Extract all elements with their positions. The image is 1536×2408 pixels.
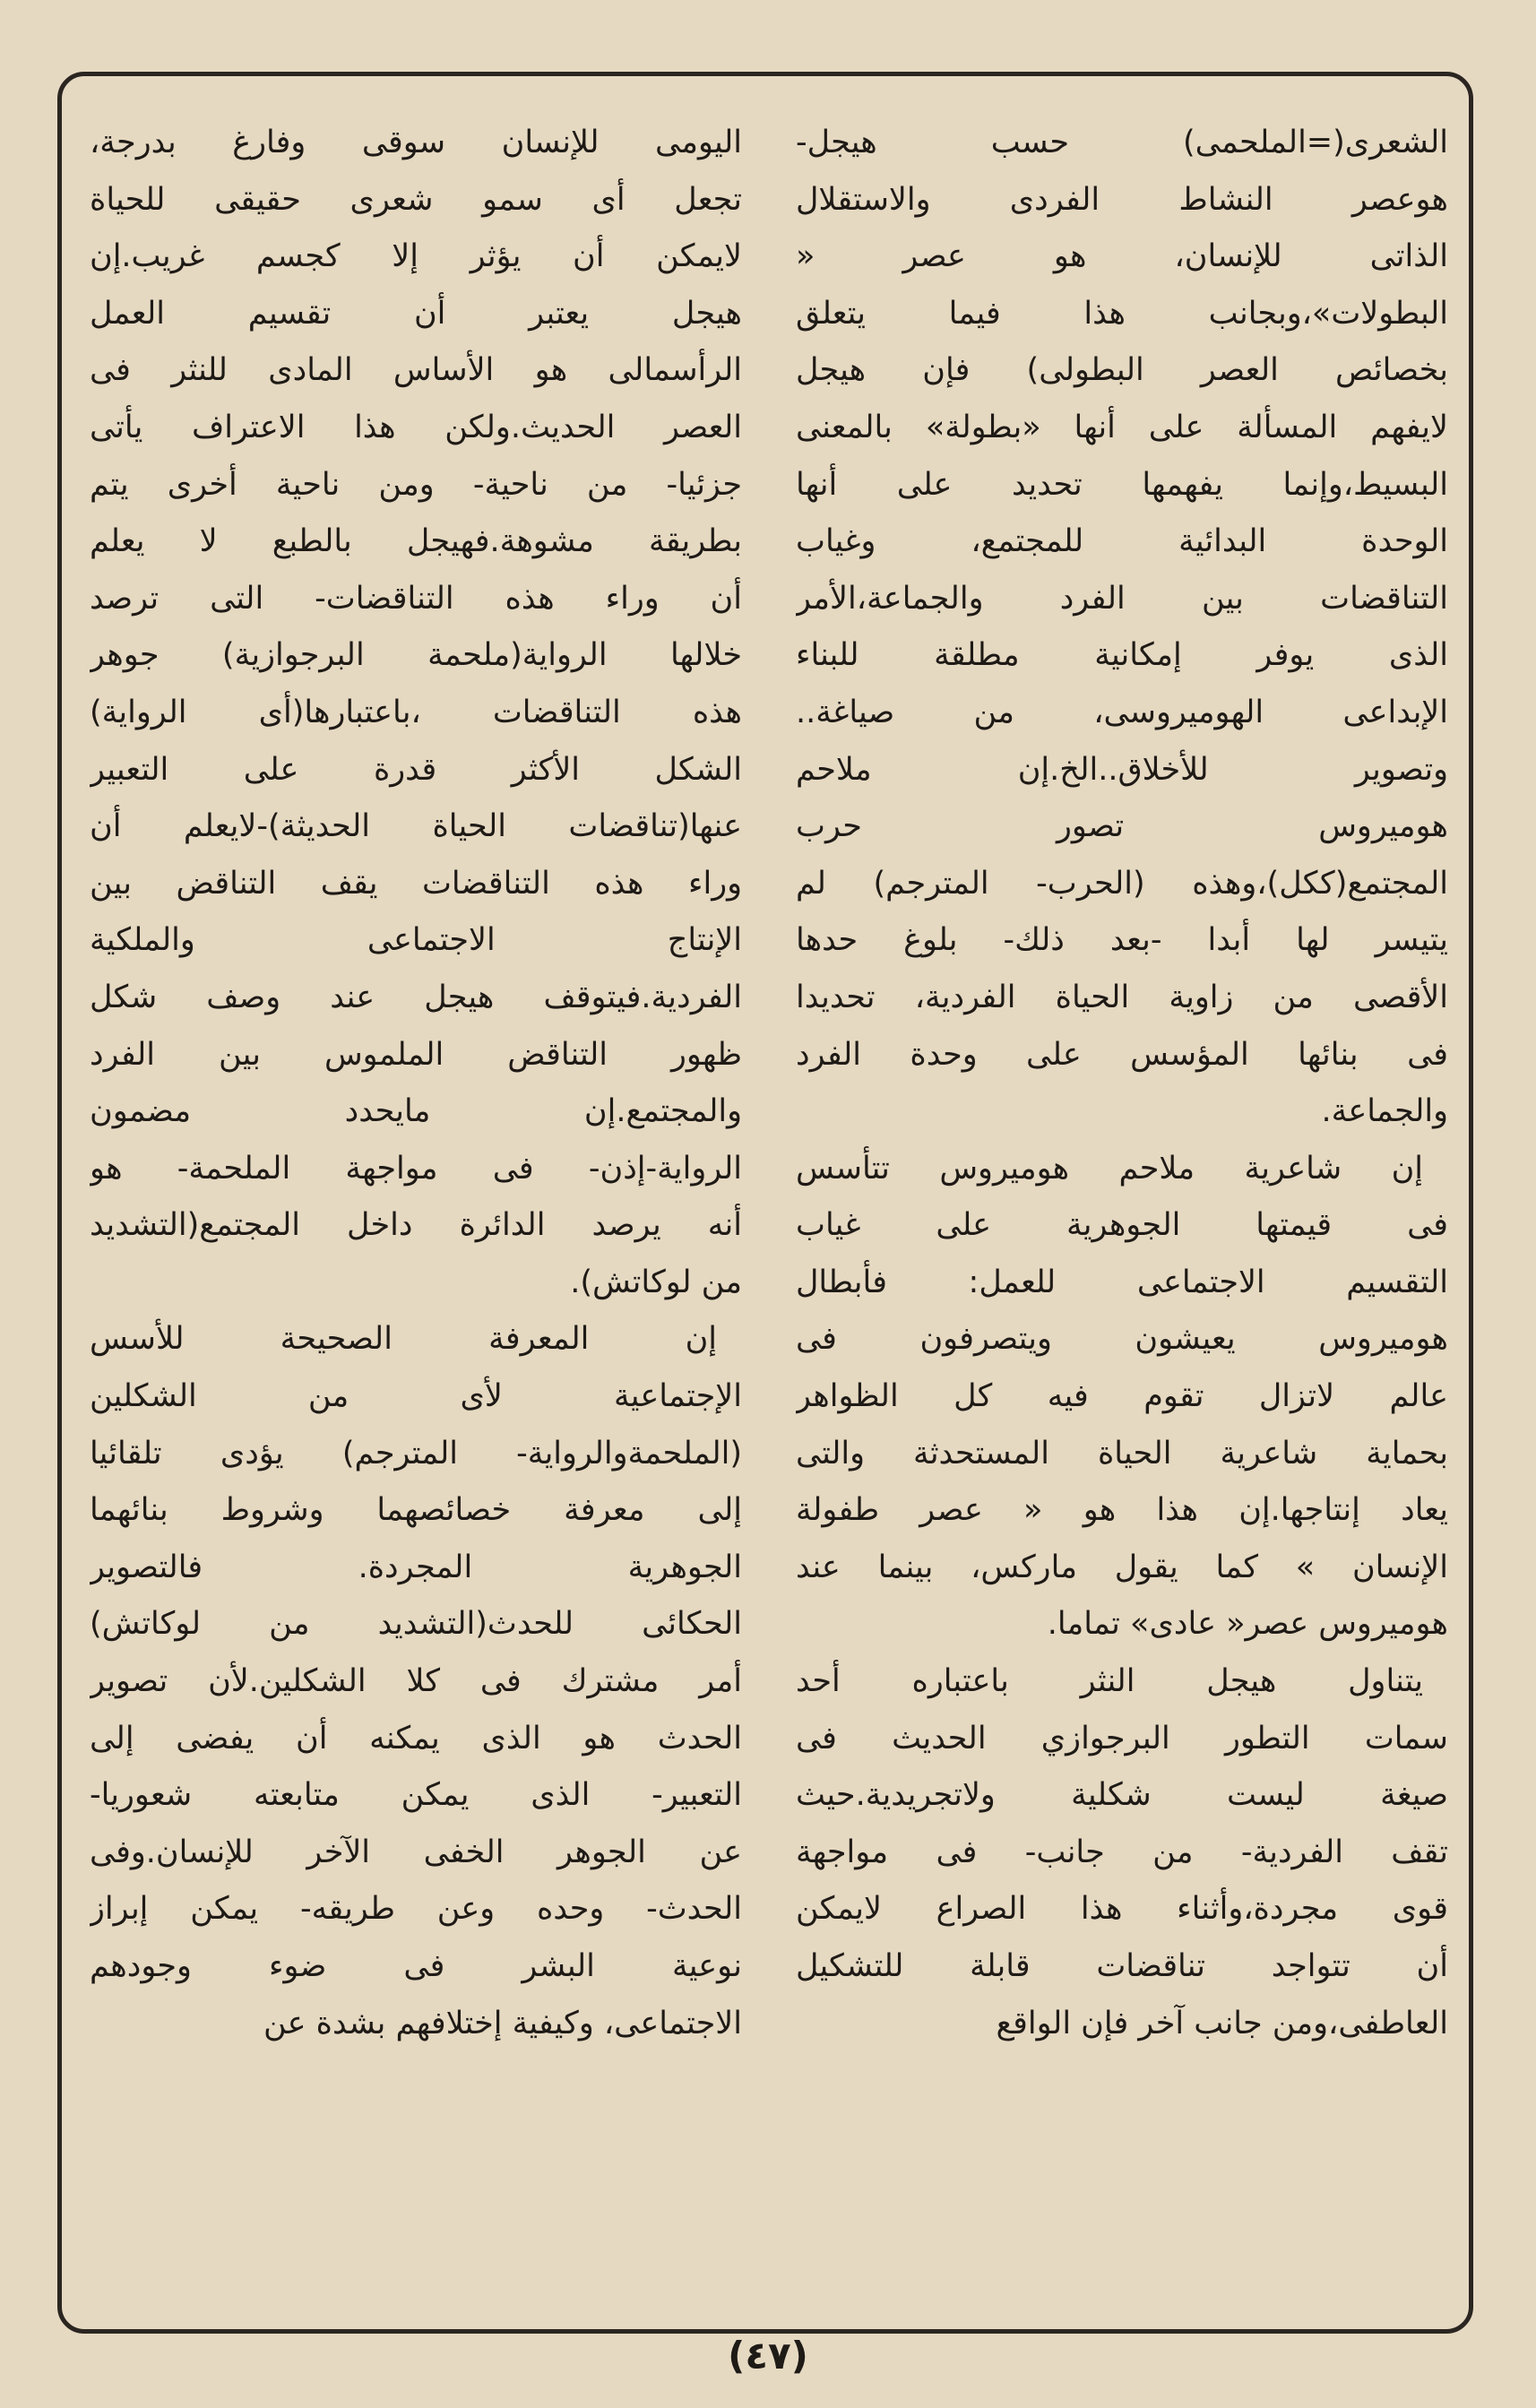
text-line: الإبداعى الهوميروسى، من صياغة..: [796, 694, 1448, 730]
text-line: الإجتماعية لأى من الشكلين: [90, 1378, 742, 1415]
text-line: أن وراء هذه التناقضات- التى ترصد: [90, 580, 742, 617]
text-line: الجوهرية المجردة. فالتصوير: [90, 1549, 742, 1585]
text-line: الرأسمالى هو الأساس المادى للنثر فى: [90, 352, 742, 389]
text-line: التعبير- الذى يمكن متابعته شعوريا-: [90, 1777, 742, 1814]
text-line: قوى مجردة،وأثناء هذا الصراع لايمكن: [796, 1891, 1448, 1928]
text-line: عن الجوهر الخفى الآخر للإنسان.وفى: [90, 1834, 742, 1870]
text-line: يتناول هيجل النثر باعتباره أحد: [796, 1663, 1423, 1700]
text-line: نوعية البشر فى ضوء وجودهم: [90, 1948, 742, 1984]
text-line: يعاد إنتاجها.إن هذا هو « عصر طفولة: [796, 1492, 1448, 1529]
text-line: سمات التطور البرجوازي الحديث فى: [796, 1720, 1448, 1756]
text-line: التناقضات بين الفرد والجماعة،الأمر: [796, 580, 1448, 617]
text-line: هذه التناقضات ،باعتبارها(أى الرواية): [90, 694, 742, 730]
text-line: (الملحمةوالرواية- المترجم) يؤدى تلقائيا: [90, 1435, 742, 1472]
text-line: بخصائص العصر البطولى) فإن هيجل: [796, 352, 1448, 389]
page-number: (٤٧): [728, 2334, 808, 2378]
text-line: الإنتاج الاجتماعى والملكية: [90, 922, 742, 959]
text-line: البسيط،وإنما يفهمها تحديد على أنها: [796, 466, 1448, 503]
text-line: أمر مشترك فى كلا الشكلين.لأن تصوير: [90, 1663, 742, 1700]
text-line: هوعصر النشاط الفردى والاستقلال: [796, 181, 1448, 218]
text-line: وتصوير للأخلاق..الخ.إن ملاحم: [796, 751, 1448, 788]
text-line: من لوكاتش).: [570, 1264, 742, 1300]
text-line: المجتمع(ككل)،وهذه (الحرب- المترجم) لم: [796, 865, 1448, 902]
text-column-right: [796, 115, 1448, 2052]
text-line: أنه يرصد الدائرة داخل المجتمع(التشديد: [90, 1207, 742, 1244]
text-line: هوميروس عصر« عادى» تماما.: [1047, 1606, 1448, 1643]
text-line: الأقصى من زاوية الحياة الفردية، تحديدا: [796, 979, 1448, 1015]
text-line: يتيسر لها أبدا -بعد ذلك- بلوغ حدها: [796, 922, 1448, 959]
text-line: إن المعرفة الصحيحة للأسس: [90, 1321, 717, 1358]
text-line: الذى يوفر إمكانية مطلقة للبناء: [796, 637, 1448, 674]
text-line: هوميروس يعيشون ويتصرفون فى: [796, 1321, 1448, 1358]
text-line: والمجتمع.إن مايحدد مضمون: [90, 1093, 742, 1130]
text-line: فى بنائها المؤسس على وحدة الفرد: [796, 1036, 1448, 1073]
text-line: إلى معرفة خصائصهما وشروط بنائهما: [90, 1492, 742, 1529]
text-line: ظهور التناقض الملموس بين الفرد: [90, 1036, 742, 1073]
text-line: تقف الفردية- من جانب- فى مواجهة: [796, 1834, 1448, 1870]
text-line: الوحدة البدائية للمجتمع، وغياب: [796, 523, 1448, 560]
text-line: أن تتواجد تناقضات قابلة للتشكيل: [796, 1948, 1448, 1984]
text-line: الرواية-إذن- فى مواجهة الملحمة- هو: [90, 1150, 742, 1187]
text-line: لايفهم المسألة على أنها «بطولة» بالمعنى: [796, 409, 1448, 445]
text-line: الشكل الأكثر قدرة على التعبير: [90, 751, 742, 788]
text-line: صيغة ليست شكلية ولاتجريدية.حيث: [796, 1777, 1448, 1814]
text-line: عالم لاتزال تقوم فيه كل الظواهر: [796, 1378, 1448, 1415]
text-line: الحكائى للحدث(التشديد من لوكاتش): [90, 1606, 742, 1643]
text-line: اليومى للإنسان سوقى وفارغ بدرجة،: [90, 125, 742, 160]
text-line: الشعرى(=الملحمى) حسب هيجل-: [796, 125, 1448, 160]
text-line: إن شاعرية ملاحم هوميروس تتأسس: [796, 1150, 1423, 1187]
text-line: الفردية.فيتوقف هيجل عند وصف شكل: [90, 979, 742, 1015]
text-line: الإنسان » كما يقول ماركس، بينما عند: [796, 1549, 1448, 1585]
text-line: الذاتى للإنسان، هو عصر «: [796, 238, 1448, 275]
text-line: والجماعة.: [1321, 1093, 1448, 1130]
text-line: هوميروس تصور حرب: [796, 808, 1448, 845]
text-line: عنها(تناقضات الحياة الحديثة)-لايعلم أن: [90, 808, 742, 845]
text-line: فى قيمتها الجوهرية على غياب: [796, 1207, 1448, 1244]
text-line: الحدث- وحده وعن طريقه- يمكن إبراز: [90, 1891, 742, 1928]
text-line: خلالها الرواية(ملحمة البرجوازية) جوهر: [90, 637, 742, 674]
text-line: بحماية شاعرية الحياة المستحدثة والتى: [796, 1435, 1448, 1472]
text-line: لايمكن أن يؤثر إلا كجسم غريب.إن: [90, 238, 742, 275]
text-line: جزئيا- من ناحية- ومن ناحية أخرى يتم: [90, 466, 742, 503]
text-line: تجعل أى سمو شعرى حقيقى للحياة: [90, 181, 742, 218]
text-line: بطريقة مشوهة.فهيجل بالطبع لا يعلم: [90, 523, 742, 560]
text-line: التقسيم الاجتماعى للعمل: فأبطال: [796, 1264, 1448, 1300]
text-line: الاجتماعى، وكيفية إختلافهم بشدة عن: [263, 2005, 742, 2041]
text-line: هيجل يعتبر أن تقسيم العمل: [90, 295, 742, 332]
text-line: البطولات»،وبجانب هذا فيما يتعلق: [796, 295, 1448, 332]
text-line: العاطفى،ومن جانب آخر فإن الواقع: [996, 2005, 1448, 2041]
text-line: العصر الحديث.ولكن هذا الاعتراف يأتى: [90, 409, 742, 445]
text-line: وراء هذه التناقضات يقف التناقض بين: [90, 865, 742, 902]
text-line: الحدث هو الذى يمكنه أن يفضى إلى: [90, 1720, 742, 1756]
text-column-left: [90, 115, 742, 2052]
